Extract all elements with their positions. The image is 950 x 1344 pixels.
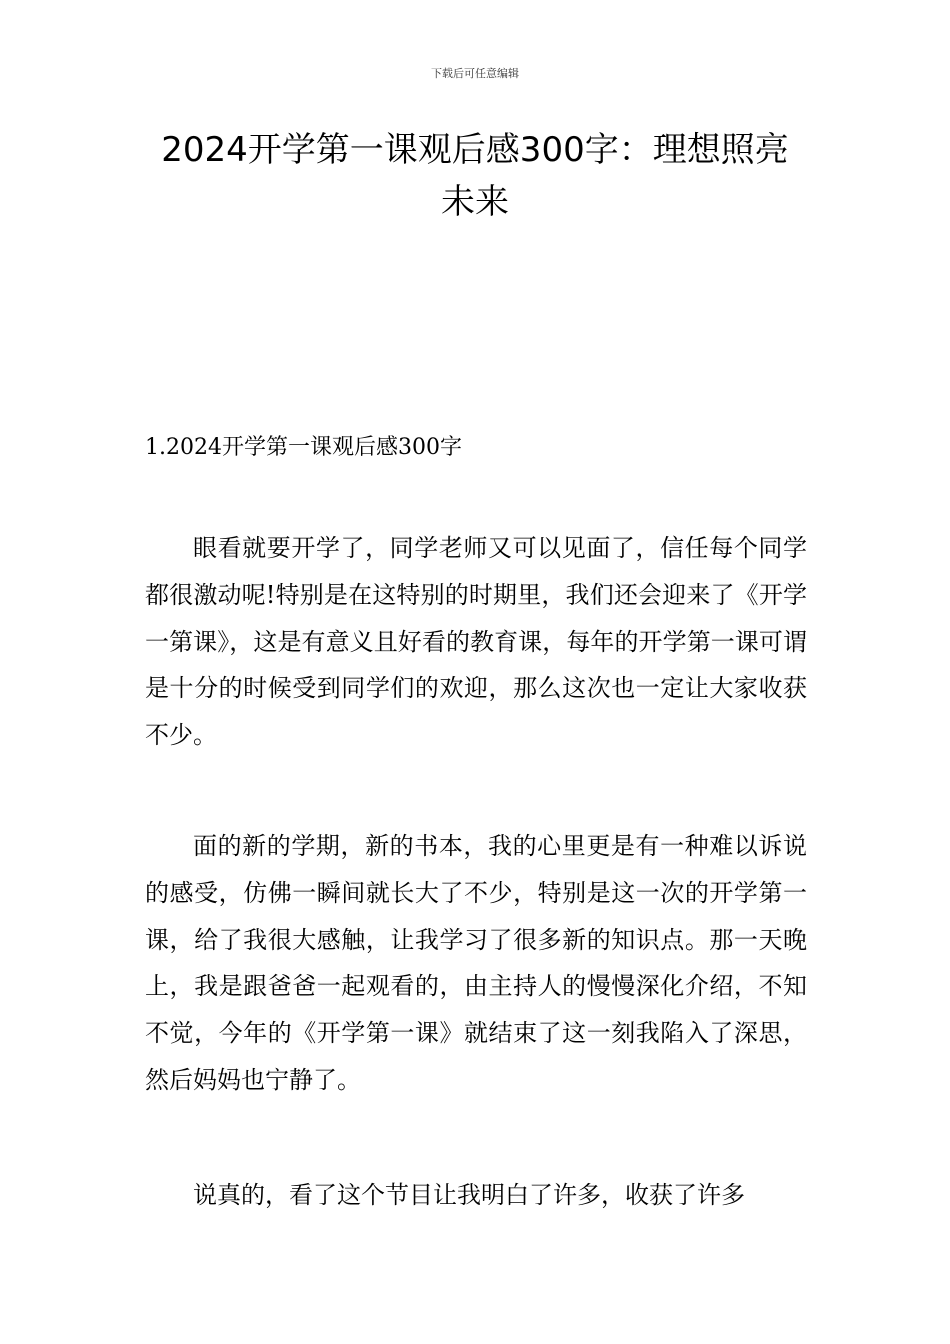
document-title: 2024开学第一课观后感300字：理想照亮未来 xyxy=(161,130,789,222)
paragraph-2: 面的新的学期，新的书本，我的心里更是有一种难以诉说的感受，仿佛一瞬间就长大了不少，特别是这一次的开学第一课，给了我很大感触，让我学习了很多新的知识点。那一天晚上，我是跟爸爸一起观看的，由主持人的慢慢深化介绍，不知不觉，今年的《开学第一课》就结束了这一刻我陷入了深思，然后妈妈也宁静了。 xyxy=(145,832,807,1094)
paragraph-3: 说真的，看了这个节目让我明白了许多，收获了许多 xyxy=(193,1181,745,1209)
section-heading: 1.2024开学第一课观后感300字 xyxy=(145,435,462,460)
paragraph-1: 眼看就要开学了，同学老师又可以见面了，信任每个同学都很激动呢!特别是在这特别的时期里，我们还会迎来了《开学一第课》，这是有意义且好看的教育课，每年的开学第一课可谓是十分的时候受到同学们的欢迎，那么这次也一定让大家收获不少。 xyxy=(145,534,807,750)
header-note: 下载后可任意编辑 xyxy=(431,67,519,80)
